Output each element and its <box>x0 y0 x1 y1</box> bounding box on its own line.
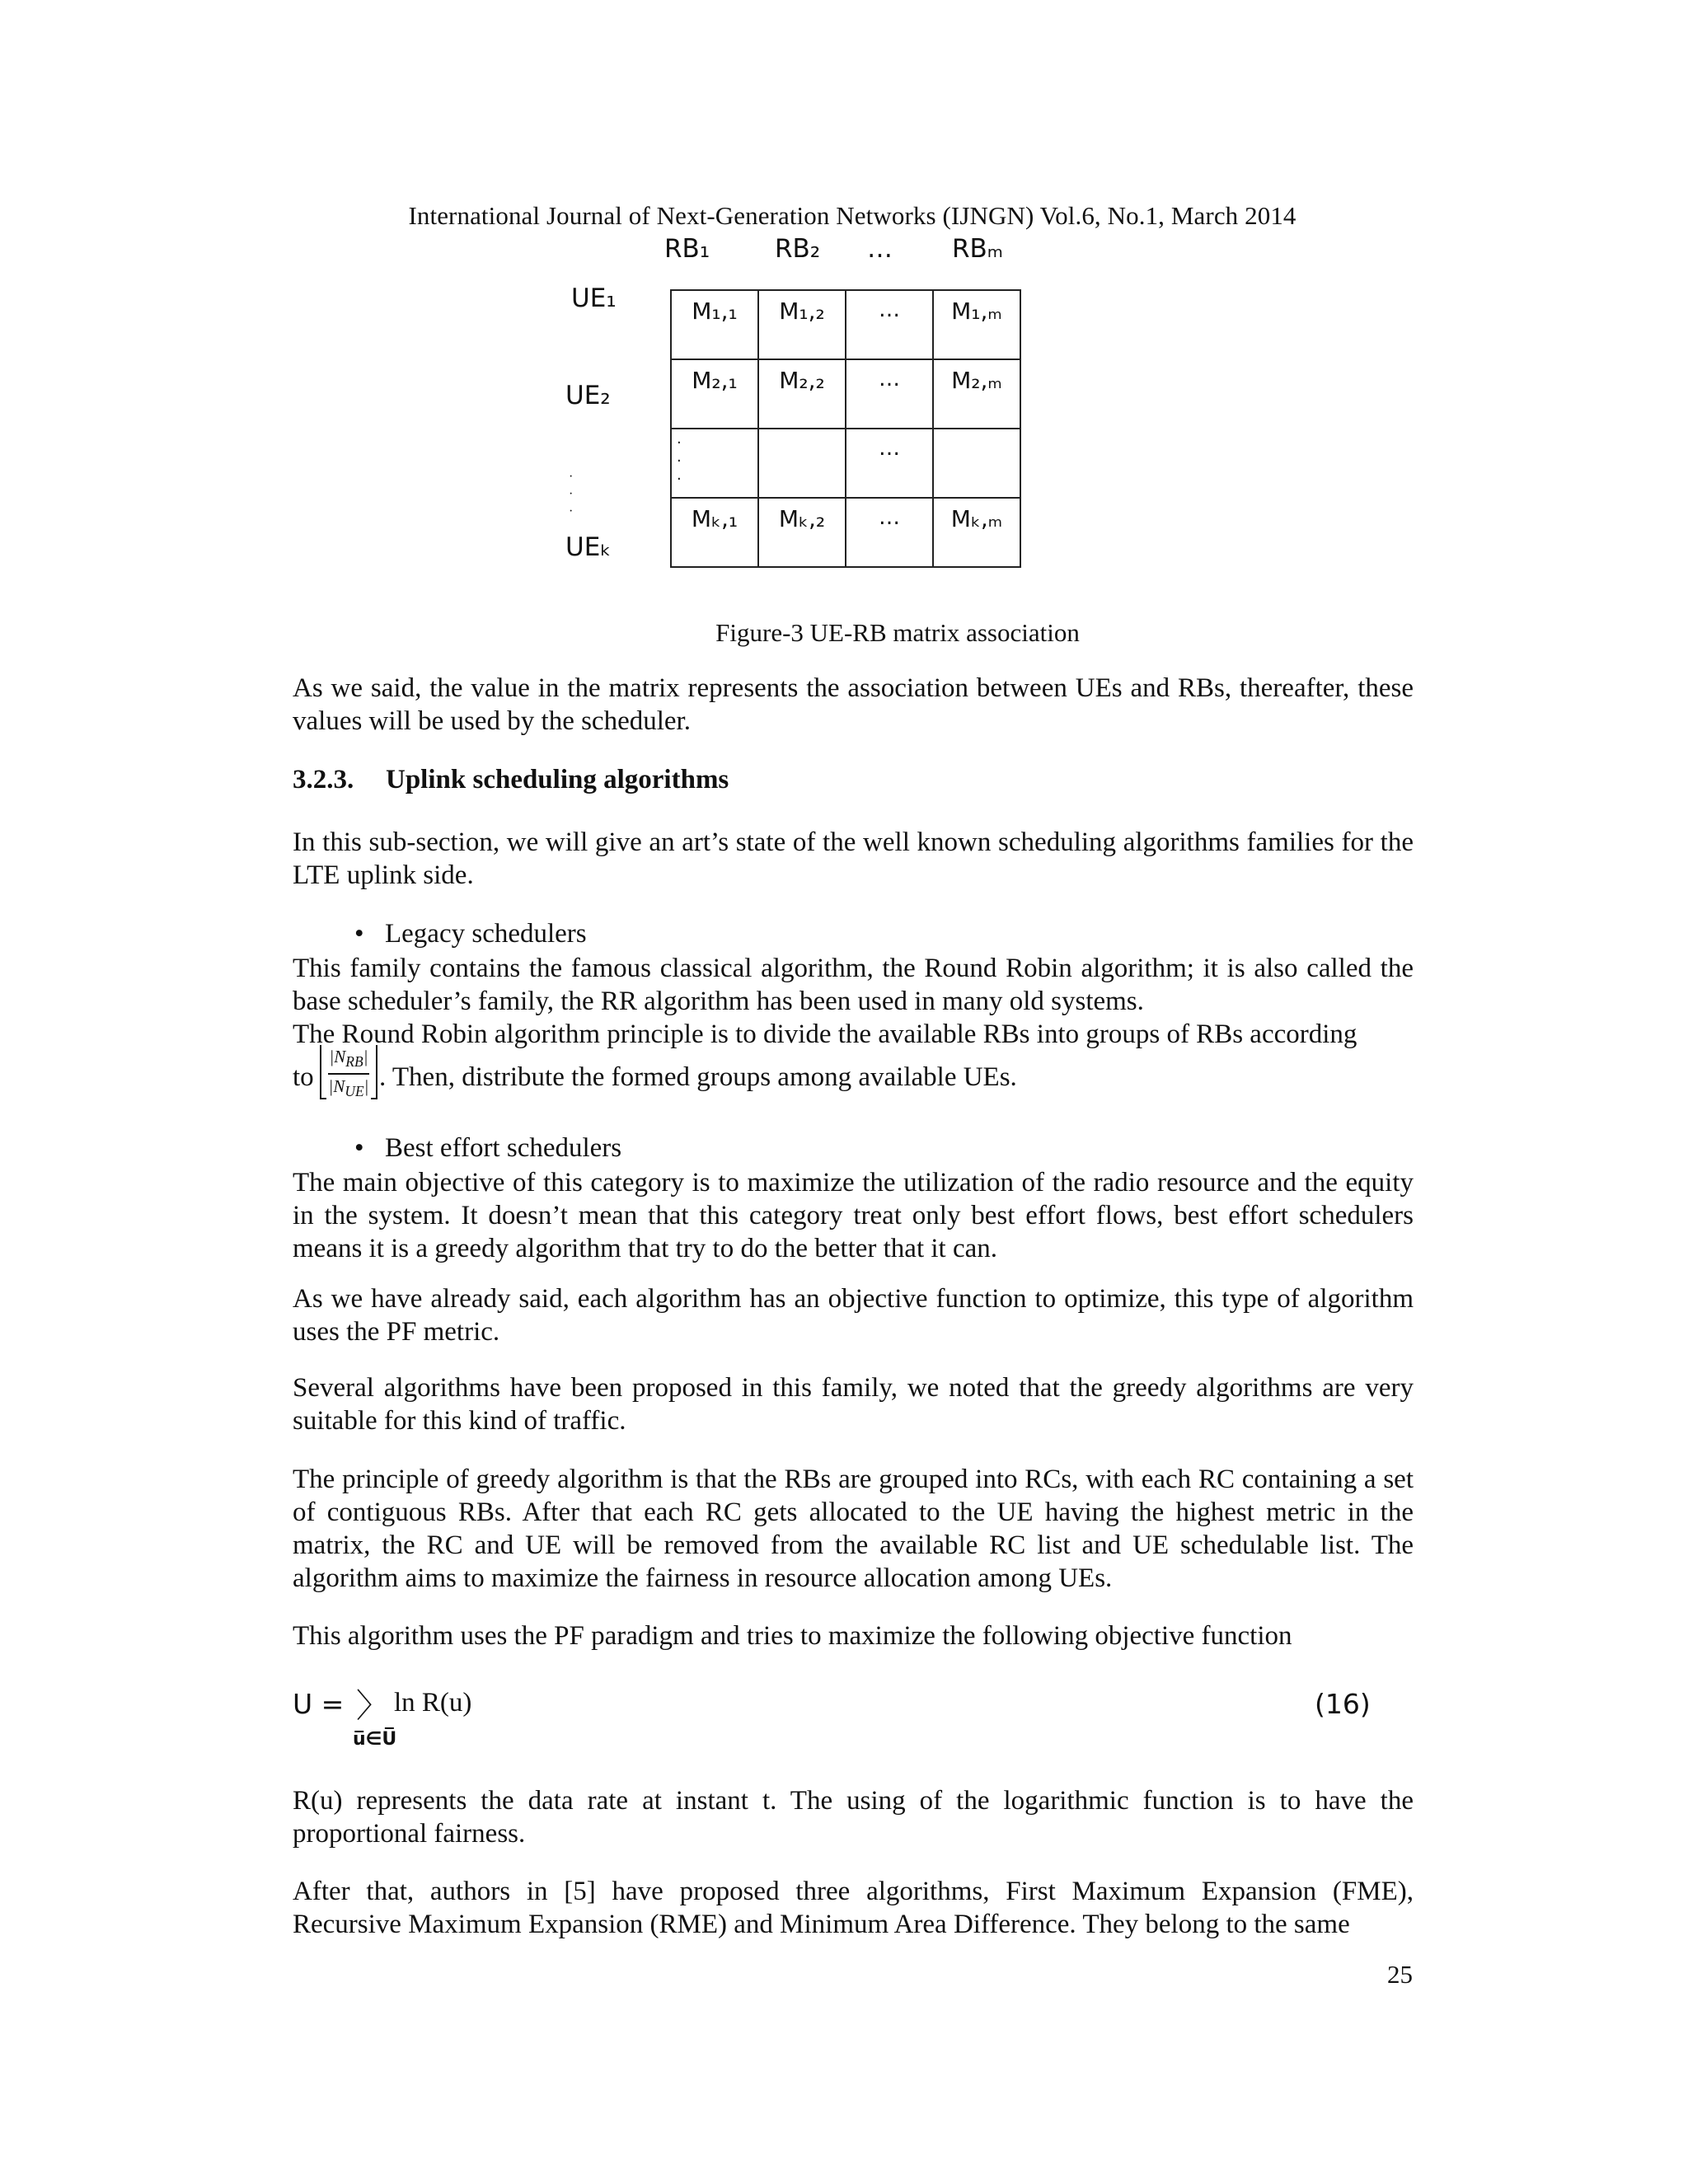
bullet-icon: • <box>354 1133 364 1163</box>
bullet-icon: • <box>354 919 364 949</box>
floor-bracket-right <box>371 1045 377 1099</box>
figure-caption: Figure-3 UE-RB matrix association <box>715 618 1080 647</box>
equation-lhs: U = <box>293 1688 345 1720</box>
paragraph: This family contains the famous classical algorithm, the Round Robin algorithm; it is also called the base scheduler’s family, the RR algorithm has been used in many old systems. <box>293 954 1414 1016</box>
floor-bracket-left <box>320 1045 326 1099</box>
row-label-ue2: UE₂ <box>565 381 611 410</box>
col-header-ellipsis: … <box>867 234 893 264</box>
matrix-cell: · · · <box>671 429 758 498</box>
ue-rb-matrix <box>670 289 1021 568</box>
row-label-uek: UEₖ <box>565 532 612 562</box>
matrix-cell: M₁,ₘ <box>933 290 1020 359</box>
matrix-cell: … <box>846 498 933 567</box>
fraction-numerator: $|N_{RB}|$ <box>329 1047 368 1071</box>
page-number: 25 <box>1387 1960 1413 1989</box>
fraction-denominator: $|N_{UE}|$ <box>328 1076 369 1100</box>
col-header-rb1: RB₁ <box>664 234 710 264</box>
matrix-cell: … <box>846 290 933 359</box>
matrix-cell: Mₖ,₁ <box>671 498 758 567</box>
paragraph: As we have already said, each algorithm has an objective function to optimize, this type of algorithm uses the PF metric. <box>293 1284 1414 1347</box>
matrix-cell: Mₖ,ₘ <box>933 498 1020 567</box>
paragraph: The Round Robin algorithm principle is to divide the available RBs into groups of RBs according <box>293 1019 1357 1049</box>
paragraph: The principle of greedy algorithm is that the RBs are grouped into RCs, with each RC containing a set of contiguous RBs. After that each RC gets allocated to the UE having the highest metric in the matrix, the RC and UE will be removed from the available RC list and UE schedulable list. The algorithm aims to maximize the fairness in resource allocation among UEs. <box>293 1465 1414 1593</box>
paragraph: R(u) represents the data rate at instant t. The using of the logarithmic function is to have the proportional fairness. <box>293 1786 1414 1849</box>
equation-rhs: ln R(u) <box>394 1688 472 1718</box>
col-header-rb2: RB₂ <box>775 234 821 264</box>
paragraph: This algorithm uses the PF paradigm and tries to maximize the following objective function <box>293 1621 1292 1651</box>
equation-number: (16) <box>1315 1688 1371 1720</box>
matrix-row <box>671 290 1020 359</box>
fraction-bar <box>328 1073 369 1075</box>
running-header: International Journal of Next-Generation Networks (IJNGN) Vol.6, No.1, March 2014 <box>408 201 1296 230</box>
vertical-ellipsis: · · · <box>569 470 574 518</box>
paragraph: As we said, the value in the matrix represents the association between UEs and RBs, thereafter, these values will be used by the scheduler. <box>293 673 1414 736</box>
paragraph: Several algorithms have been proposed in this family, we noted that the greedy algorithms are very suitable for this kind of traffic. <box>293 1373 1414 1436</box>
matrix-cell: M₂,₂ <box>758 359 846 429</box>
col-header-rbm: RBₘ <box>952 234 1004 264</box>
summation-subscript: u̅∈U̅ <box>353 1729 397 1750</box>
matrix-row <box>671 359 1020 429</box>
fraction-nrb-nue <box>320 1045 377 1103</box>
matrix-cell: M₁,₂ <box>758 290 846 359</box>
matrix-cell: M₂,₁ <box>671 359 758 429</box>
matrix-cell: M₂,ₘ <box>933 359 1020 429</box>
section-number: 3.2.3. <box>293 765 354 794</box>
section-heading <box>293 765 729 795</box>
paragraph-prefix: to <box>293 1062 314 1092</box>
paragraph: After that, authors in [5] have proposed three algorithms, First Maximum Expansion (FME), Recursive Maximum Expansion (RME) and Minimum Area Difference. They belong to the same <box>293 1877 1414 1939</box>
matrix-cell: … <box>846 359 933 429</box>
section-title: Uplink scheduling algorithms <box>386 765 729 794</box>
matrix-cell: Mₖ,₂ <box>758 498 846 567</box>
matrix-row <box>671 498 1020 567</box>
row-label-ue1: UE₁ <box>571 284 617 313</box>
matrix-cell: … <box>846 429 933 498</box>
paragraph: In this sub-section, we will give an art’s state of the well known scheduling algorithms families for the LTE uplink side. <box>293 827 1414 890</box>
matrix-row <box>671 429 1020 498</box>
matrix-cell <box>758 429 846 498</box>
matrix-cell: M₁,₁ <box>671 290 758 359</box>
paragraph: The main objective of this category is to maximize the utilization of the radio resource and the equity in the system. It doesn’t mean that this category treat only best effort flows, best effort schedulers means it is a greedy algorithm that try to do the better that it can. <box>293 1168 1414 1263</box>
summation-symbol: 〉 <box>356 1687 389 1725</box>
matrix-cell <box>933 429 1020 498</box>
paragraph-suffix: . Then, distribute the formed groups among available UEs. <box>379 1062 1017 1092</box>
